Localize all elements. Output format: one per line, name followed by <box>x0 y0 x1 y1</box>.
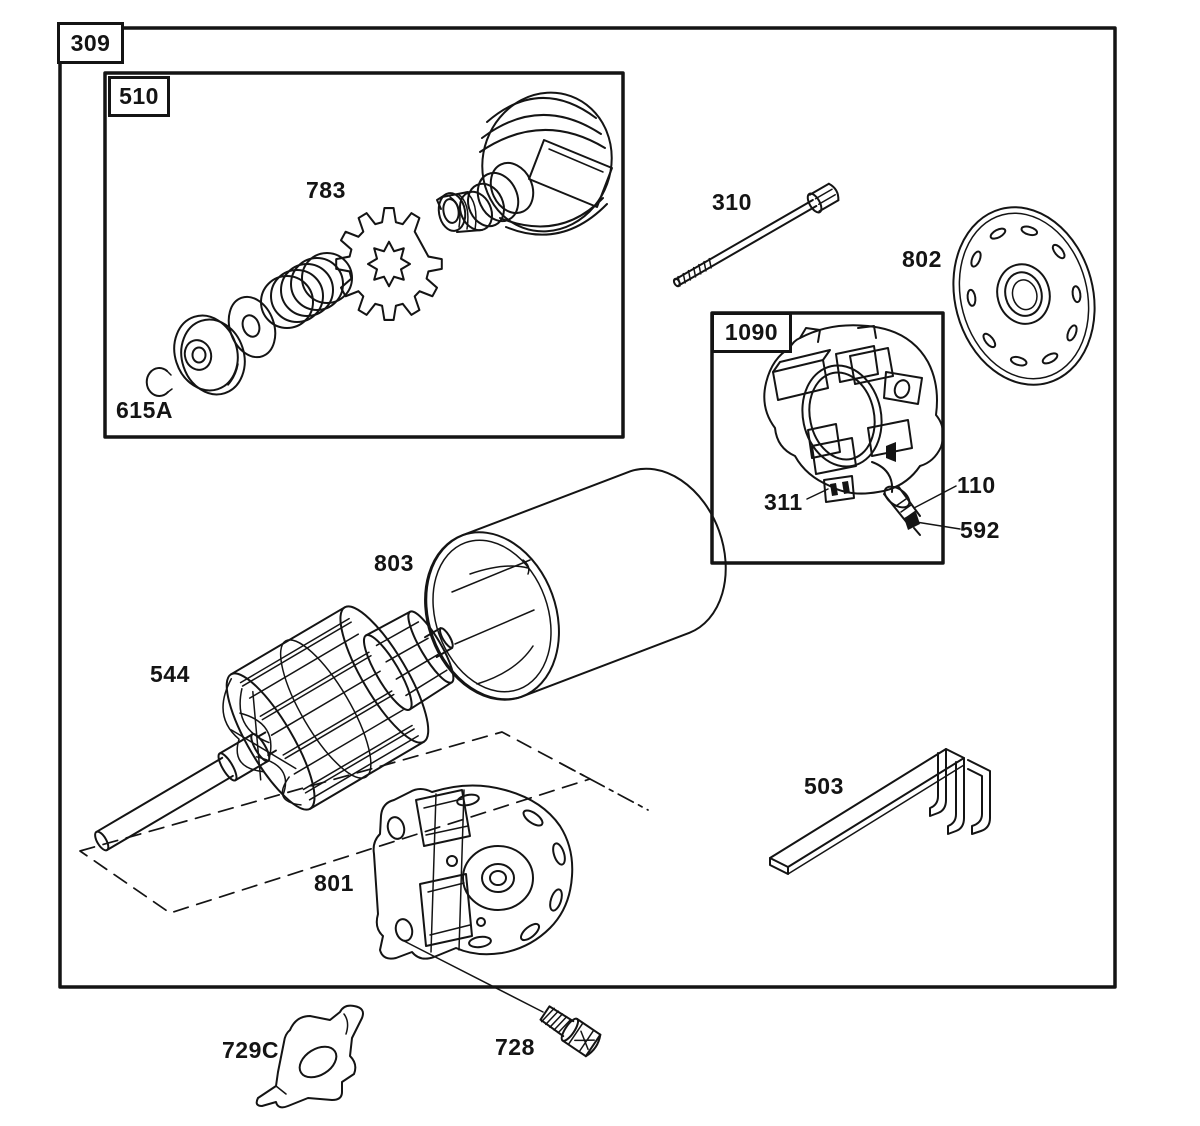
armature <box>58 568 490 911</box>
label-retaining-ring: 615A <box>116 397 173 423</box>
mounting-bracket <box>770 749 990 874</box>
drive-inset-frame-510 <box>105 73 623 437</box>
label-terminal-stud: 110 <box>957 472 996 498</box>
retaining-ring <box>147 368 172 396</box>
drive-retainer-cap <box>165 307 254 402</box>
drive-spring <box>261 253 352 328</box>
starter-drive-assembly <box>436 74 631 249</box>
label-end-plate: 801 <box>314 870 354 896</box>
label-armature: 544 <box>150 661 190 687</box>
end-cap <box>934 191 1114 401</box>
label-clip-bracket: 729C <box>222 1037 279 1063</box>
through-bolt <box>669 181 841 292</box>
label-motor-housing: 803 <box>374 550 414 576</box>
pinion-gear <box>336 208 442 320</box>
mounting-screw <box>538 1002 603 1058</box>
drive-inset-tag-text: 510 <box>119 83 159 109</box>
label-mounting-bracket: 503 <box>804 773 844 799</box>
main-frame-tag-text: 309 <box>70 29 111 56</box>
label-brush-holder: 311 <box>764 489 803 515</box>
label-terminal-nut: 592 <box>960 517 1000 543</box>
main-frame-tag <box>57 22 124 64</box>
leader-110 <box>914 486 956 508</box>
label-through-bolt: 310 <box>712 189 752 215</box>
brush-inset-tag <box>711 312 792 353</box>
leader-592 <box>916 522 960 529</box>
end-plate <box>374 785 573 1012</box>
brush-inset-tag-text: 1090 <box>724 319 779 345</box>
leader-728 <box>404 941 543 1012</box>
label-end-cap: 802 <box>902 246 942 272</box>
label-pinion-gear: 783 <box>306 177 346 203</box>
main-frame-309 <box>60 28 1115 987</box>
label-screw: 728 <box>495 1034 535 1060</box>
motor-housing <box>402 469 725 719</box>
drive-inset-tag <box>108 76 170 117</box>
